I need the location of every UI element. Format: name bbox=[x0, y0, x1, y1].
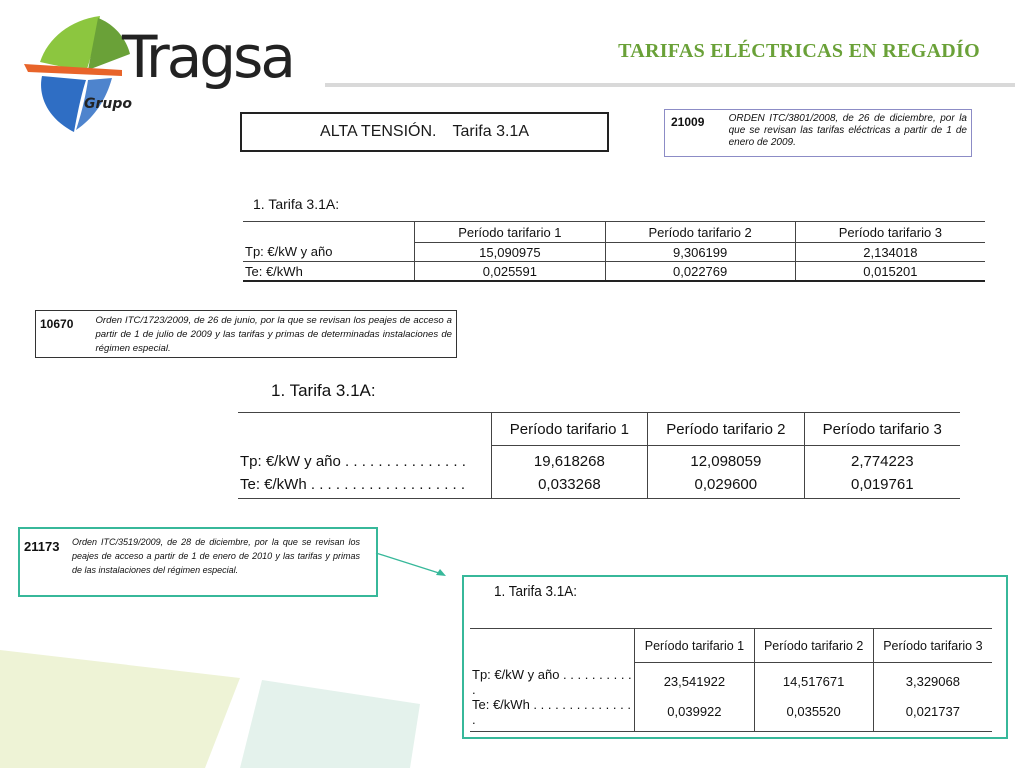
tariff-table-2010 bbox=[470, 581, 992, 727]
tariff-grid bbox=[243, 222, 985, 282]
cell-energy-period-1: 0,033268 bbox=[491, 473, 647, 499]
table-row-energy bbox=[238, 473, 960, 499]
cell-energy-period-3: 0,021737 bbox=[873, 697, 992, 732]
section-heading-box bbox=[240, 112, 609, 152]
table-row-power bbox=[243, 243, 985, 262]
cell-energy-period-1: 0,025591 bbox=[415, 262, 605, 282]
column-header-period-2: Período tarifario 2 bbox=[754, 629, 873, 663]
cell-energy-period-1: 0,039922 bbox=[635, 697, 754, 732]
tariff-table-july-2009 bbox=[238, 378, 960, 502]
column-header-period-1: Período tarifario 1 bbox=[491, 413, 647, 446]
order-reference-21173 bbox=[18, 527, 378, 597]
table-header-row bbox=[470, 629, 992, 663]
table-header-row bbox=[238, 413, 960, 446]
decorative-background-shapes bbox=[0, 640, 470, 768]
cell-power-period-1: 15,090975 bbox=[415, 243, 605, 262]
cell-energy-period-2: 0,035520 bbox=[754, 697, 873, 732]
header-divider bbox=[325, 83, 1015, 87]
cell-power-period-2: 14,517671 bbox=[754, 663, 873, 697]
brand-wordmark: Tragsa bbox=[122, 23, 293, 91]
brand-grupo-label: Grupo bbox=[84, 96, 133, 112]
row-label-energy: Te: €/kWh bbox=[243, 262, 415, 282]
order-description: Orden ITC/3519/2009, de 28 de diciembre, por la que se revisan los peajes de acceso a partir de 1 de enero de 2010 y las tarifas y primas de las instalaciones del régimen especial. bbox=[72, 536, 360, 575]
order-number: 21009 bbox=[671, 115, 705, 129]
column-header-period-3: Período tarifario 3 bbox=[795, 222, 985, 243]
order-number: 21173 bbox=[24, 539, 60, 554]
tragsa-logo-mark bbox=[22, 14, 132, 136]
cell-power-period-1: 23,541922 bbox=[635, 663, 754, 697]
column-header-period-1: Período tarifario 1 bbox=[635, 629, 754, 663]
table-row-energy bbox=[470, 697, 992, 732]
column-header-period-2: Período tarifario 2 bbox=[605, 222, 795, 243]
order-description: ORDEN ITC/3801/2008, de 26 de diciembre, por la que se revisan las tarifas eléctricas a partir de 1 de enero de 2009. bbox=[728, 113, 967, 148]
cell-power-period-3: 2,134018 bbox=[795, 243, 985, 262]
order-number: 10670 bbox=[40, 317, 74, 331]
column-header-period-3: Período tarifario 3 bbox=[804, 413, 960, 446]
order-description: Orden ITC/1723/2009, de 26 de junio, por la que se revisan los peajes de acceso a partir de 1 de julio de 2009 y las tarifas y primas de determinadas instalaciones de régimen especial. bbox=[95, 315, 452, 354]
table-header-empty bbox=[238, 413, 491, 446]
tariff-grid bbox=[238, 413, 960, 499]
cell-energy-period-2: 0,029600 bbox=[648, 473, 804, 499]
tariff-grid bbox=[470, 629, 992, 732]
column-header-period-2: Período tarifario 2 bbox=[648, 413, 804, 446]
table-row-power bbox=[238, 446, 960, 474]
order-reference-21009 bbox=[664, 109, 972, 157]
table-header-row bbox=[243, 222, 985, 243]
table-heading: 1. Tarifa 3.1A: bbox=[494, 583, 578, 600]
table-heading: 1. Tarifa 3.1A: bbox=[271, 381, 376, 400]
cell-energy-period-3: 0,019761 bbox=[804, 473, 960, 499]
page-title: TARIFAS ELÉCTRICAS EN REGADÍO bbox=[618, 40, 980, 62]
row-label-energy: Te: €/kWh . . . . . . . . . . . . . . . . . . . bbox=[238, 473, 491, 499]
table-header-empty bbox=[470, 629, 635, 663]
table-heading: 1. Tarifa 3.1A: bbox=[253, 196, 340, 212]
row-label-power: Tp: €/kW y año . . . . . . . . . . . . . . . bbox=[240, 452, 466, 470]
cell-power-period-3: 3,329068 bbox=[873, 663, 992, 697]
cell-power-period-2: 9,306199 bbox=[605, 243, 795, 262]
order-reference-10670 bbox=[35, 310, 457, 358]
table-row-energy bbox=[243, 262, 985, 282]
cell-energy-period-3: 0,015201 bbox=[795, 262, 985, 282]
cell-energy-period-2: 0,022769 bbox=[605, 262, 795, 282]
section-heading-voltage: ALTA TENSIÓN. bbox=[320, 123, 437, 140]
table-row-power bbox=[470, 663, 992, 697]
column-header-period-1: Período tarifario 1 bbox=[415, 222, 605, 243]
connector-arrow-icon bbox=[374, 550, 454, 580]
tariff-table-2009 bbox=[243, 193, 985, 285]
section-heading-tariff: Tarifa 3.1A bbox=[452, 123, 529, 140]
cell-power-period-2: 12,098059 bbox=[648, 446, 804, 474]
row-label-power: Tp: €/kW y año . . . . . . . . . . . bbox=[472, 666, 632, 697]
column-header-period-3: Período tarifario 3 bbox=[873, 629, 992, 663]
cell-power-period-1: 19,618268 bbox=[491, 446, 647, 474]
row-label-power: Tp: €/kW y año bbox=[243, 243, 415, 262]
table-header-empty bbox=[243, 222, 415, 243]
cell-power-period-3: 2,774223 bbox=[804, 446, 960, 474]
row-label-energy: Te: €/kWh . . . . . . . . . . . . . . . bbox=[470, 697, 635, 732]
